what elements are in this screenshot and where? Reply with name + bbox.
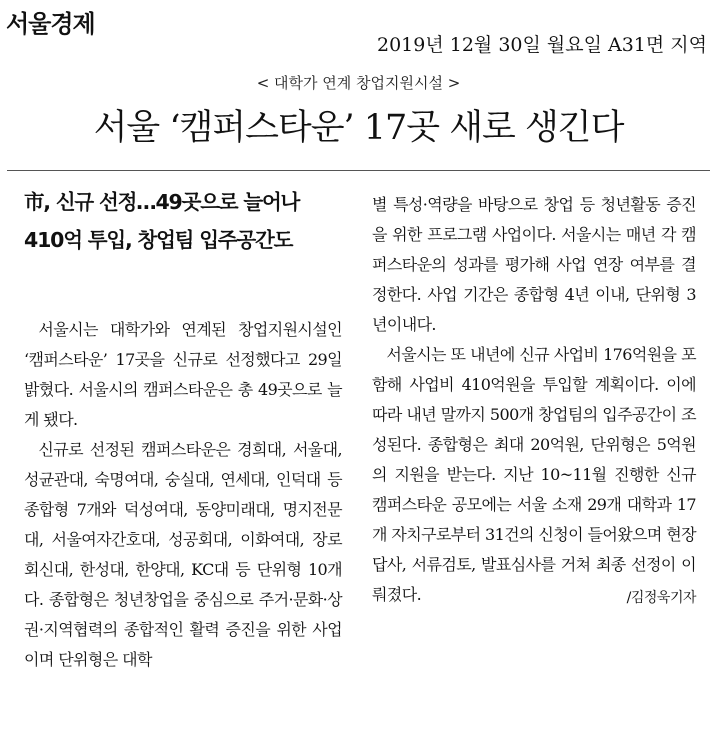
newspaper-masthead: 서울경제 [6,10,95,38]
publication-dateline: 2019년 12월 30일 월요일 A31면 지역 [377,34,707,56]
paragraph-text: 서울시는 또 내년에 신규 사업비 176억원을 포함해 사업비 410억원을 투입할 계획이다. 이에 따라 내년 말까지 500개 창업팀의 입주공간이 조성된다. 종합형은 최대 20억원, 단위형은 5억원의 지원을 받는다. 지난 10~11월 진행한 신규 캠퍼스타운 공모에는 서울 소재 29개 대학과 17개 자치구로부터 31건의 신청이 들어왔으며 현장답사, 서류검토, 발표심사를 거쳐 최종 선정이 이뤄졌다. [372,345,696,604]
paragraph-continuation: 별 특성·역량을 바탕으로 창업 등 청년활동 증진을 위한 프로그램 사업이다. 서울시는 매년 각 캠퍼스타운의 성과를 평가해 사업 연장 여부를 결정한다. 사업 기간은 종합형 4년 이내, 단위형 3년이내다. [372,195,696,334]
article-body-left [24,315,342,675]
article-subhead-1: 市, 신규 선정…49곳으로 늘어나 [24,190,300,214]
article-left-column [24,183,342,675]
article-headline: 서울 ‘캠퍼스타운’ 17곳 새로 생긴다 [93,108,624,148]
reporter-byline: /김정욱기자 [626,590,696,606]
paragraph [372,340,696,610]
paragraph: 신규로 선정된 캠퍼스타운은 경희대, 서울대, 성균관대, 숙명여대, 숭실대, 연세대, 인덕대 등 종합형 7개와 덕성여대, 동양미래대, 명지전문대, 서울여자간호대, 성공회대, 이화여대, 장로회신대, 한성대, 한양대, KC대 등 단위형 10개다. 종합형은 청년창업을 중심으로 주거·문화·상권·지역협력의 종합적인 활력 증진을 위한 사업이며 단위형은 대학 [24,440,342,669]
article-kicker: < 대학가 연계 창업지원시설 > [256,74,461,92]
article-body-right [372,190,696,610]
paragraph: 서울시는 대학가와 연계된 창업지원시설인 ‘캠퍼스타운’ 17곳을 신규로 선정했다고 29일 밝혔다. 서울시의 캠퍼스타운은 총 49곳으로 늘게 됐다. [24,320,342,429]
article-right-column [372,190,696,613]
article-subhead-2: 410억 투입, 창업팀 입주공간도 [24,228,293,252]
headline-divider [7,170,710,171]
